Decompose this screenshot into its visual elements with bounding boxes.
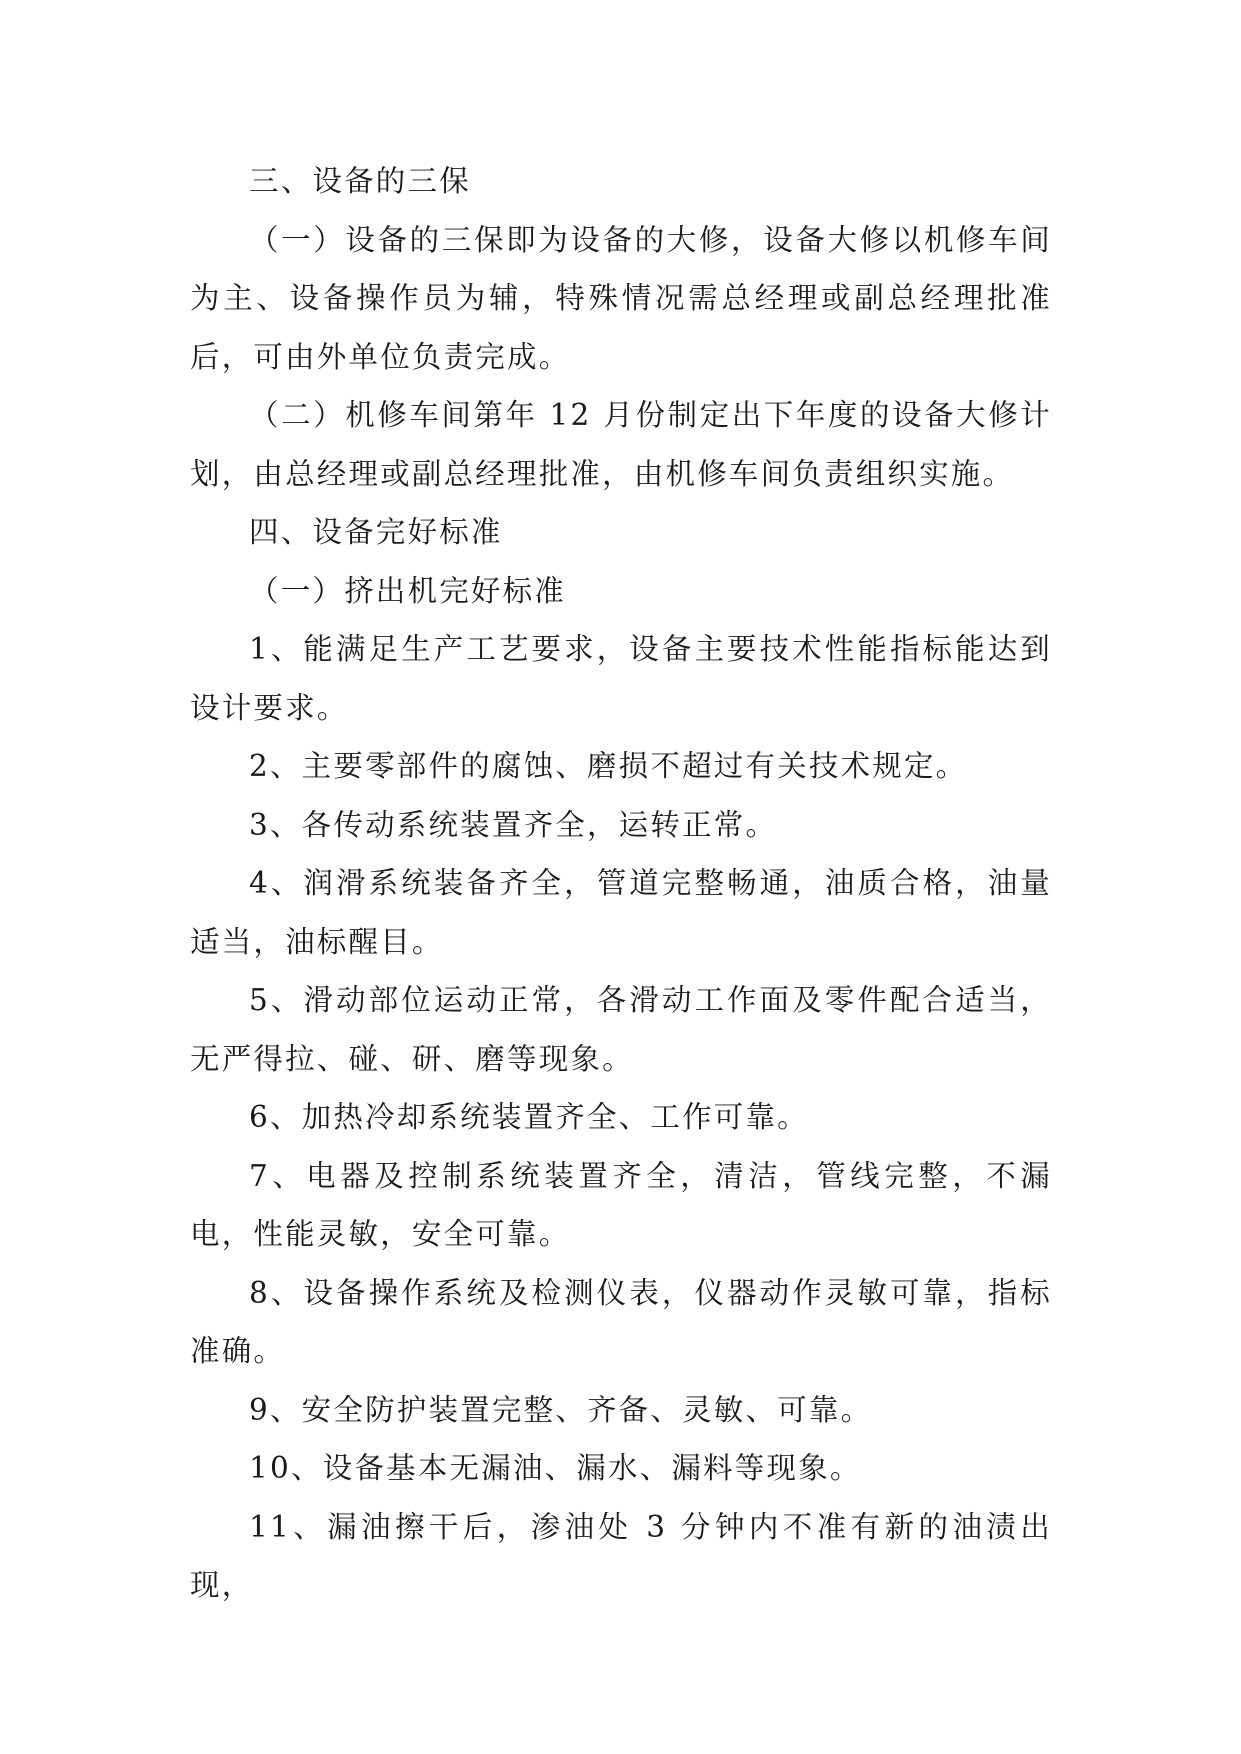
list-item-6: 6、加热冷却系统装置齐全、工作可靠。 — [249, 1100, 809, 1134]
list-item-5: 5、滑动部位运动正常，各滑动工作面及零件配合适当，无严得拉、碰、研、磨等现象。 — [190, 983, 1052, 1076]
list-item-8: 8、设备操作系统及检测仪表，仪器动作灵敏可靠，指标准确。 — [190, 1275, 1052, 1368]
list-item-2: 2、主要零部件的腐蚀、磨损不超过有关技术规定。 — [249, 749, 968, 783]
section-heading-three-maintenance: 三、设备的三保 — [249, 164, 471, 198]
list-item-7: 7、电器及控制系统装置齐全，清洁，管线完整，不漏电，性能灵敏，安全可靠。 — [190, 1158, 1052, 1251]
list-item-9: 9、安全防护装置完整、齐备、灵敏、可靠。 — [249, 1392, 873, 1427]
paragraph-overhaul-plan: （二）机修车间第年 12 月份制定出下年度的设备大修计划，由总经理或副总经理批准，由机修车间负责组织实施。 — [190, 398, 1052, 491]
list-item-4: 4、润滑系统装备齐全，管道完整畅通，油质合格，油量适当，油标醒目。 — [190, 866, 1052, 959]
list-item-1: 1、能满足生产工艺要求，设备主要技术性能指标能达到设计要求。 — [190, 632, 1052, 725]
subsection-heading-extruder-standard: （一）挤出机完好标准 — [249, 573, 567, 608]
section-heading-equipment-standard: 四、设备完好标准 — [249, 515, 503, 549]
list-item-3: 3、各传动系统装置齐全，运转正常。 — [249, 807, 778, 842]
paragraph-overhaul-responsibility: （一）设备的三保即为设备的大修，设备大修以机修车间为主、设备操作员为辅，特殊情况需总经理或副总经理批准后，可由外单位负责完成。 — [190, 222, 1052, 374]
list-item-11: 11、漏油擦干后，渗油处 3 分钟内不准有新的油渍出现， — [190, 1509, 1052, 1602]
document-body — [190, 152, 1052, 1615]
list-item-10: 10、设备基本无漏油、漏水、漏料等现象。 — [249, 1451, 862, 1485]
